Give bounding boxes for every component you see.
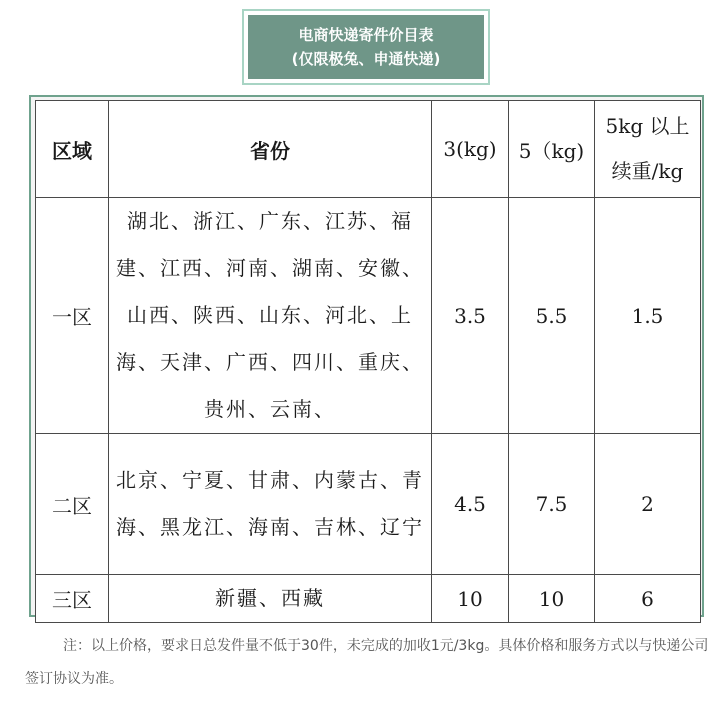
table-row [36, 434, 701, 575]
header-extra-line-2: 续重/kg [611, 159, 684, 183]
header-provinces: 省份 [109, 101, 432, 198]
title-banner [242, 9, 490, 85]
price-3kg-cell: 4.5 [432, 434, 509, 575]
price-5kg-cell: 10 [509, 575, 595, 623]
extra-weight-cell: 6 [595, 575, 701, 623]
extra-weight-cell: 1.5 [595, 198, 701, 434]
price-5kg-cell: 5.5 [509, 198, 595, 434]
header-zone: 区域 [36, 101, 109, 198]
table-header-row [36, 101, 701, 198]
price-3kg-cell: 3.5 [432, 198, 509, 434]
provinces-cell: 湖北、浙江、广东、江苏、福建、江西、河南、湖南、安徽、山西、陕西、山东、河北、上海、天津、广西、四川、重庆、贵州、云南、 [109, 198, 432, 434]
header-extra-weight [595, 101, 701, 198]
header-3kg: 3(kg) [432, 101, 509, 198]
price-5kg-cell: 7.5 [509, 434, 595, 575]
header-5kg: 5（kg) [509, 101, 595, 198]
provinces-cell: 北京、宁夏、甘肃、内蒙古、青海、黑龙江、海南、吉林、辽宁 [109, 434, 432, 575]
title-line-1: 电商快递寄件价目表 [298, 26, 434, 44]
provinces-cell: 新疆、西藏 [109, 575, 432, 623]
price-table-frame [29, 95, 704, 617]
zone-cell: 三区 [36, 575, 109, 623]
zone-cell: 一区 [36, 198, 109, 434]
table-row [36, 198, 701, 434]
price-3kg-cell: 10 [432, 575, 509, 623]
table-row [36, 575, 701, 623]
zone-cell: 二区 [36, 434, 109, 575]
extra-weight-cell: 2 [595, 434, 701, 575]
title-inner [248, 15, 484, 79]
footnote: 注：以上价格，要求日总发件量不低于30件，未完成的加收1元/3kg。具体价格和服务方式以与快递公司签订协议为准。 [25, 638, 709, 687]
header-extra-line-1: 5kg 以上 [605, 114, 690, 138]
price-table [35, 100, 701, 623]
title-line-2: (仅限极兔、申通快递) [291, 50, 441, 68]
